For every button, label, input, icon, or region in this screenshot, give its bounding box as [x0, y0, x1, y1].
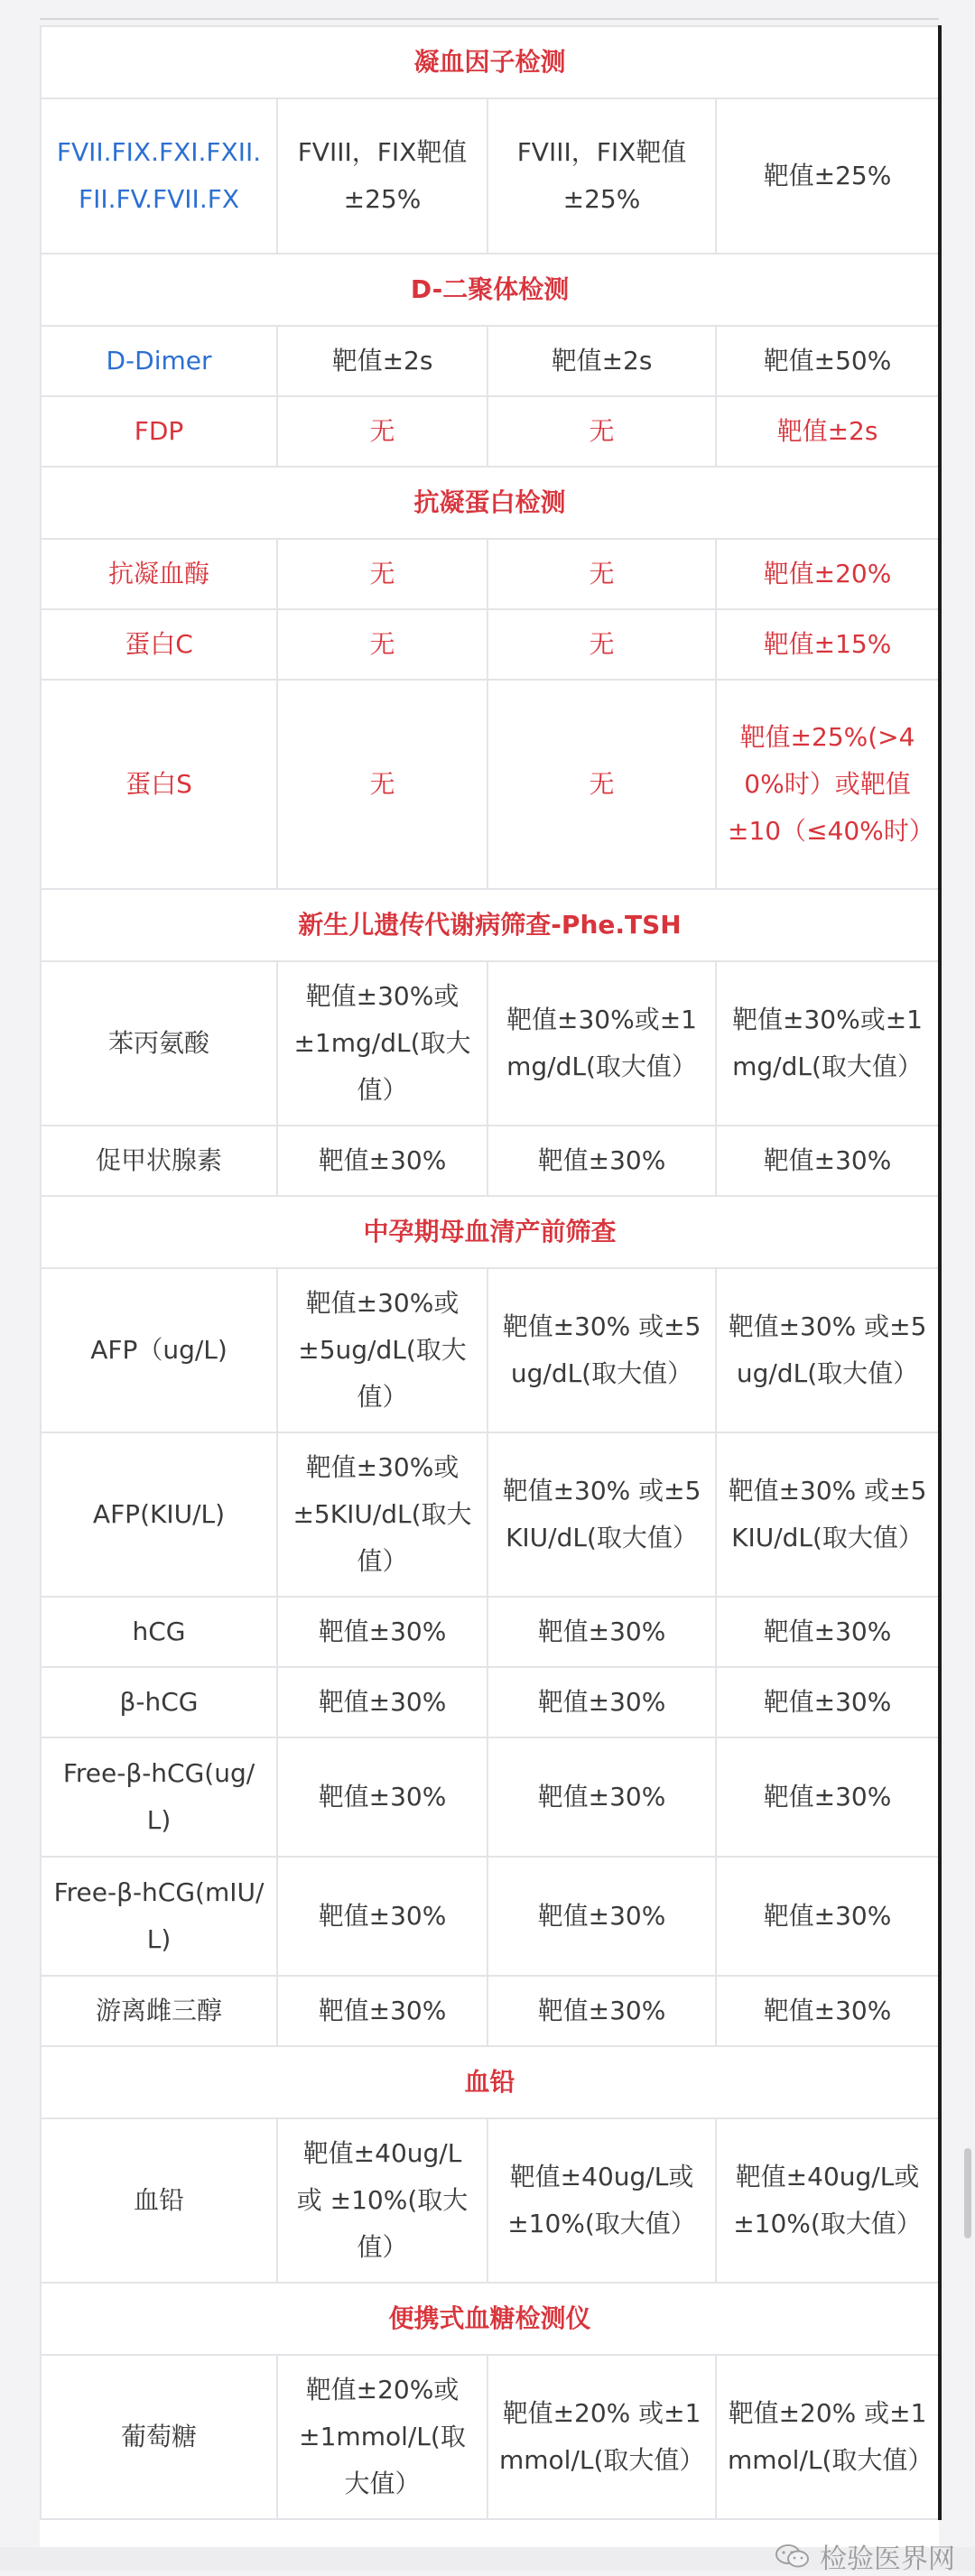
value-cell: 靶值±30% [488, 1737, 716, 1857]
section-header-row [41, 254, 940, 326]
value-cell: 靶值±30%或 ±5KIU/dL(取大值） [277, 1432, 488, 1597]
value-cell: 靶值±2s [488, 326, 716, 396]
item-name: Free-β-hCG(mIU/L) [41, 1857, 277, 1976]
value-cell: 靶值±40ug/L 或 ±10%(取大值） [277, 2118, 488, 2283]
value-cell: 无 [488, 539, 716, 609]
value-cell: 靶值±30% [488, 1857, 716, 1976]
section-title: 抗凝蛋白检测 [41, 467, 940, 539]
section-title: 血铅 [41, 2046, 940, 2118]
table-row [41, 1268, 940, 1432]
value-cell: 靶值±30%或±1mg/dL(取大值） [277, 961, 488, 1126]
value-cell: 靶值±30% [488, 1667, 716, 1737]
table-row [41, 1126, 940, 1196]
value-cell: 靶值±30% [488, 1126, 716, 1196]
value-cell: 无 [277, 609, 488, 680]
table-row [41, 2355, 940, 2519]
value-cell: 靶值±25% [716, 98, 940, 254]
value-cell: 靶值±30% [488, 1597, 716, 1667]
section-header-row [41, 467, 940, 539]
value-cell: 靶值±30% [716, 1667, 940, 1737]
table-row [41, 1857, 940, 1976]
value-cell: 靶值±40ug/L或 ±10%(取大值） [488, 2118, 716, 2283]
item-name: 血铅 [41, 2118, 277, 2283]
value-cell: 靶值±30% [716, 1737, 940, 1857]
item-name: 蛋白C [41, 609, 277, 680]
value-cell: 靶值±40ug/L或 ±10%(取大值） [716, 2118, 940, 2283]
value-cell: 无 [488, 396, 716, 467]
table-row [41, 1597, 940, 1667]
table-row [41, 326, 940, 396]
item-name: 抗凝血酶 [41, 539, 277, 609]
table-row [41, 680, 940, 889]
value-cell: 靶值±20% [716, 539, 940, 609]
value-cell: 靶值±20% 或±1mmol/L(取大值） [716, 2355, 940, 2519]
table-row [41, 1976, 940, 2046]
item-name: Free-β-hCG(ug/L) [41, 1737, 277, 1857]
item-name: D-Dimer [41, 326, 277, 396]
item-name: 苯丙氨酸 [41, 961, 277, 1126]
section-title: D-二聚体检测 [41, 254, 940, 326]
item-name: 葡萄糖 [41, 2355, 277, 2519]
value-cell: 靶值±30% [277, 1737, 488, 1857]
value-cell: FVIII，FIX靶值±25% [277, 98, 488, 254]
table-row [41, 609, 940, 680]
section-title: 凝血因子检测 [41, 26, 940, 98]
value-cell: 靶值±30%或 ±5ug/dL(取大值） [277, 1268, 488, 1432]
value-cell: 靶值±30%或±1mg/dL(取大值） [716, 961, 940, 1126]
watermark [775, 2538, 955, 2574]
section-header-row [41, 26, 940, 98]
value-cell: 无 [277, 539, 488, 609]
table-row [41, 539, 940, 609]
table-row [41, 396, 940, 467]
value-cell: 靶值±50% [716, 326, 940, 396]
item-name: AFP(KIU/L) [41, 1432, 277, 1597]
value-cell: 靶值±30% [716, 1976, 940, 2046]
table-body [41, 26, 940, 2519]
table-row [41, 1432, 940, 1597]
wechat-icon [775, 2543, 811, 2570]
value-cell: 靶值±30% [716, 1126, 940, 1196]
value-cell: 靶值±30% 或±5ug/dL(取大值） [488, 1268, 716, 1432]
value-cell: 靶值±30% [716, 1597, 940, 1667]
value-cell: 靶值±30% [277, 1597, 488, 1667]
table-row [41, 2118, 940, 2283]
section-header-row [41, 889, 940, 961]
section-header-row [41, 2046, 940, 2118]
document-page [40, 25, 939, 2571]
value-cell: 靶值±20%或 ±1mmol/L(取大值） [277, 2355, 488, 2519]
value-cell: 靶值±20% 或±1mmol/L(取大值） [488, 2355, 716, 2519]
value-cell: 无 [488, 680, 716, 889]
item-name: 游离雌三醇 [41, 1976, 277, 2046]
item-name: β-hCG [41, 1667, 277, 1737]
item-name: 蛋白S [41, 680, 277, 889]
quality-standards-table [40, 25, 942, 2520]
value-cell: 靶值±30% 或±5KIU/dL(取大值） [716, 1432, 940, 1597]
item-name: hCG [41, 1597, 277, 1667]
value-cell: 靶值±30% 或±5ug/dL(取大值） [716, 1268, 940, 1432]
section-header-row [41, 1196, 940, 1268]
top-divider [40, 18, 939, 20]
item-name: FDP [41, 396, 277, 467]
section-title: 中孕期母血清产前筛查 [41, 1196, 940, 1268]
section-title: 新生儿遗传代谢病筛查-Phe.TSH [41, 889, 940, 961]
value-cell: 靶值±25%(>40%时）或靶值±10（≤40%时） [716, 680, 940, 889]
section-header-row [41, 2283, 940, 2355]
value-cell: 靶值±30% [277, 1857, 488, 1976]
value-cell: 靶值±30% 或±5KIU/dL(取大值） [488, 1432, 716, 1597]
table-row [41, 961, 940, 1126]
item-name: AFP（ug/L) [41, 1268, 277, 1432]
value-cell: FVIII，FIX靶值±25% [488, 98, 716, 254]
value-cell: 靶值±30% [277, 1976, 488, 2046]
value-cell: 靶值±30% [277, 1667, 488, 1737]
table-row [41, 1667, 940, 1737]
watermark-text: 检验医界网 [820, 2544, 955, 2575]
table-row [41, 98, 940, 254]
value-cell: 靶值±30%或±1mg/dL(取大值） [488, 961, 716, 1126]
value-cell: 靶值±30% [277, 1126, 488, 1196]
value-cell: 靶值±30% [716, 1857, 940, 1976]
item-name: FVII.FIX.FXI.FXII.FII.FV.FVII.FX [41, 98, 277, 254]
value-cell: 靶值±15% [716, 609, 940, 680]
value-cell: 无 [277, 680, 488, 889]
value-cell: 无 [277, 396, 488, 467]
table-row [41, 1737, 940, 1857]
value-cell: 靶值±2s [277, 326, 488, 396]
value-cell: 靶值±2s [716, 396, 940, 467]
section-title: 便携式血糖检测仪 [41, 2283, 940, 2355]
value-cell: 无 [488, 609, 716, 680]
value-cell: 靶值±30% [488, 1976, 716, 2046]
item-name: 促甲状腺素 [41, 1126, 277, 1196]
scrollbar-thumb[interactable] [964, 2148, 971, 2238]
